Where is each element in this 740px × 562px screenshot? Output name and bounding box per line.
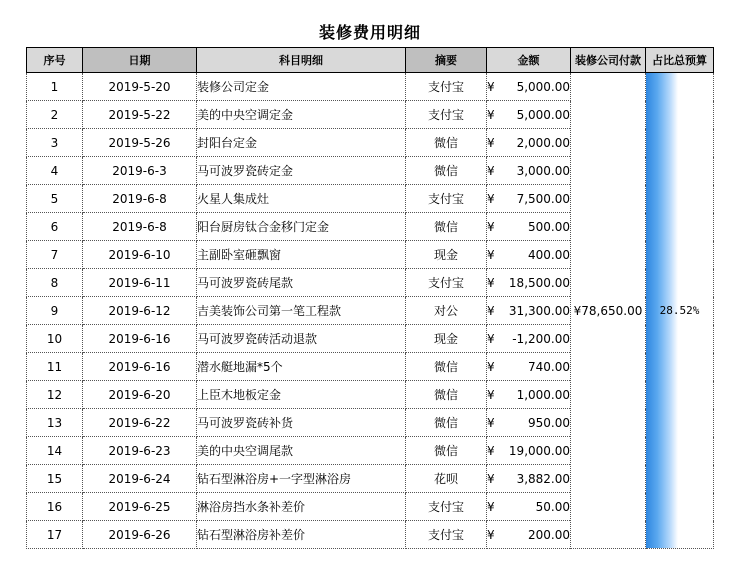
cell-seq[interactable]: 6 (27, 213, 83, 241)
header-amount[interactable]: 金额 (487, 48, 571, 73)
cell-item[interactable]: 装修公司定金 (197, 73, 406, 101)
cell-seq[interactable]: 12 (27, 381, 83, 409)
cell-item[interactable]: 吉美装饰公司第一笔工程款 (197, 297, 406, 325)
cell-pay-method[interactable]: 支付宝 (406, 101, 487, 129)
cell-date[interactable]: 2019-6-22 (83, 409, 197, 437)
currency-symbol: ¥ (487, 331, 495, 346)
amount-value: 31,300.00 (508, 303, 570, 318)
amount-value: 400.00 (528, 247, 570, 262)
currency-symbol: ¥ (487, 275, 495, 290)
amount-value: 19,000.00 (508, 443, 570, 458)
ratio-label: 28.52% (659, 304, 700, 317)
amount-value: 50.00 (535, 499, 570, 514)
cell-amount[interactable] (487, 493, 571, 521)
amount-value: 500.00 (528, 219, 570, 234)
currency-symbol: ¥ (487, 135, 495, 150)
cell-date[interactable]: 2019-6-11 (83, 269, 197, 297)
cell-date[interactable]: 2019-6-20 (83, 381, 197, 409)
cell-amount[interactable] (487, 269, 571, 297)
cell-amount[interactable] (487, 353, 571, 381)
cell-item[interactable]: 上臣木地板定金 (197, 381, 406, 409)
amount-value: 2,000.00 (516, 135, 570, 150)
cell-pay-method[interactable]: 对公 (406, 297, 487, 325)
cell-pay-method[interactable]: 微信 (406, 437, 487, 465)
currency-symbol: ¥ (487, 303, 495, 318)
currency-symbol: ¥ (487, 359, 495, 374)
cell-amount[interactable] (487, 297, 571, 325)
cell-amount[interactable] (487, 325, 571, 353)
cell-item[interactable]: 美的中央空调定金 (197, 101, 406, 129)
cell-seq[interactable]: 1 (27, 73, 83, 101)
cell-date[interactable]: 2019-6-23 (83, 437, 197, 465)
cell-pay-method[interactable]: 支付宝 (406, 73, 487, 101)
cell-pay-method[interactable]: 现金 (406, 325, 487, 353)
cell-pay-method[interactable]: 微信 (406, 381, 487, 409)
cell-item[interactable]: 钻石型淋浴房补差价 (197, 521, 406, 549)
cell-amount[interactable] (487, 101, 571, 129)
cell-seq[interactable]: 15 (27, 465, 83, 493)
cell-item[interactable]: 潜水艇地漏*5个 (197, 353, 406, 381)
header-item[interactable]: 科目明细 (197, 48, 406, 73)
currency-symbol: ¥ (487, 527, 495, 542)
cell-date[interactable]: 2019-6-24 (83, 465, 197, 493)
cell-pay-method[interactable]: 花呗 (406, 465, 487, 493)
cell-amount[interactable] (487, 465, 571, 493)
currency-symbol: ¥ (487, 79, 495, 94)
cell-date[interactable]: 2019-5-26 (83, 129, 197, 157)
cell-date[interactable]: 2019-5-22 (83, 101, 197, 129)
header-pay-method[interactable]: 摘要 (406, 48, 487, 73)
cell-amount[interactable] (487, 437, 571, 465)
cell-seq[interactable]: 3 (27, 129, 83, 157)
cell-pay-method[interactable]: 现金 (406, 241, 487, 269)
cell-seq[interactable]: 13 (27, 409, 83, 437)
cell-seq[interactable]: 7 (27, 241, 83, 269)
cell-amount[interactable] (487, 213, 571, 241)
sheet-title: 装修费用明细 (318, 23, 421, 42)
header-ratio[interactable]: 占比总预算 (646, 48, 714, 73)
cell-date[interactable]: 2019-5-20 (83, 73, 197, 101)
cell-date[interactable]: 2019-6-12 (83, 297, 197, 325)
cell-item[interactable]: 封阳台定金 (197, 129, 406, 157)
cell-pay-method[interactable]: 微信 (406, 213, 487, 241)
cell-seq[interactable]: 10 (27, 325, 83, 353)
cell-pay-method[interactable]: 微信 (406, 129, 487, 157)
amount-value: 1,000.00 (516, 387, 570, 402)
cell-date[interactable]: 2019-6-26 (83, 521, 197, 549)
currency-symbol: ¥ (487, 107, 495, 122)
currency-symbol: ¥ (487, 247, 495, 262)
cell-pay-method[interactable]: 支付宝 (406, 185, 487, 213)
table-row (27, 73, 714, 101)
amount-value: -1,200.00 (512, 331, 570, 346)
cell-item[interactable]: 淋浴房挡水条补差价 (197, 493, 406, 521)
header-company-paid[interactable]: 装修公司付款 (571, 48, 646, 73)
cell-pay-method[interactable]: 微信 (406, 157, 487, 185)
cell-amount[interactable] (487, 381, 571, 409)
amount-value: 200.00 (528, 527, 570, 542)
cell-seq[interactable]: 2 (27, 101, 83, 129)
cell-pay-method[interactable]: 微信 (406, 353, 487, 381)
cell-amount[interactable] (487, 521, 571, 549)
cell-date[interactable]: 2019-6-16 (83, 353, 197, 381)
cell-amount[interactable] (487, 409, 571, 437)
cell-pay-method[interactable]: 支付宝 (406, 269, 487, 297)
cell-item[interactable]: 阳台厨房钛合金移门定金 (197, 213, 406, 241)
currency-symbol: ¥ (487, 443, 495, 458)
expense-table (26, 47, 714, 549)
currency-symbol: ¥ (487, 499, 495, 514)
cell-company-paid-total[interactable]: ¥78,650.00 (571, 73, 646, 549)
cell-amount[interactable] (487, 129, 571, 157)
cell-date[interactable]: 2019-6-25 (83, 493, 197, 521)
cell-item[interactable]: 马可波罗瓷砖定金 (197, 157, 406, 185)
cell-seq[interactable]: 16 (27, 493, 83, 521)
cell-seq[interactable]: 5 (27, 185, 83, 213)
currency-symbol: ¥ (487, 415, 495, 430)
cell-amount[interactable] (487, 241, 571, 269)
currency-symbol: ¥ (487, 163, 495, 178)
cell-pay-method[interactable]: 微信 (406, 409, 487, 437)
cell-date[interactable]: 2019-6-10 (83, 241, 197, 269)
amount-value: 18,500.00 (508, 275, 570, 290)
currency-symbol: ¥ (487, 471, 495, 486)
cell-item[interactable]: 马可波罗瓷砖尾款 (197, 269, 406, 297)
cell-ratio[interactable] (646, 73, 714, 549)
cell-amount[interactable] (487, 73, 571, 101)
cell-seq[interactable]: 4 (27, 157, 83, 185)
cell-seq[interactable]: 11 (27, 353, 83, 381)
cell-amount[interactable] (487, 185, 571, 213)
cell-item[interactable]: 主副卧室砸飘窗 (197, 241, 406, 269)
cell-item[interactable]: 马可波罗瓷砖活动退款 (197, 325, 406, 353)
cell-item[interactable]: 火星人集成灶 (197, 185, 406, 213)
amount-value: 7,500.00 (516, 191, 570, 206)
cell-seq[interactable]: 9 (27, 297, 83, 325)
cell-amount[interactable] (487, 157, 571, 185)
cell-item[interactable]: 美的中央空调尾款 (197, 437, 406, 465)
amount-value: 740.00 (528, 359, 570, 374)
header-seq[interactable]: 序号 (27, 48, 83, 73)
amount-value: 5,000.00 (516, 79, 570, 94)
cell-date[interactable]: 2019-6-16 (83, 325, 197, 353)
cell-date[interactable]: 2019-6-8 (83, 185, 197, 213)
amount-value: 3,882.00 (516, 471, 570, 486)
currency-symbol: ¥ (487, 219, 495, 234)
header-row (27, 48, 714, 73)
amount-value: 5,000.00 (516, 107, 570, 122)
cell-seq[interactable]: 17 (27, 521, 83, 549)
cell-pay-method[interactable]: 支付宝 (406, 521, 487, 549)
cell-seq[interactable]: 8 (27, 269, 83, 297)
cell-item[interactable]: 钻石型淋浴房+一字型淋浴房 (197, 465, 406, 493)
header-date[interactable]: 日期 (83, 48, 197, 73)
currency-symbol: ¥ (487, 387, 495, 402)
currency-symbol: ¥ (487, 191, 495, 206)
cell-date[interactable]: 2019-6-8 (83, 213, 197, 241)
cell-date[interactable]: 2019-6-3 (83, 157, 197, 185)
cell-item[interactable]: 马可波罗瓷砖补货 (197, 409, 406, 437)
amount-value: 950.00 (528, 415, 570, 430)
amount-value: 3,000.00 (516, 163, 570, 178)
cell-seq[interactable]: 14 (27, 437, 83, 465)
cell-pay-method[interactable]: 支付宝 (406, 493, 487, 521)
